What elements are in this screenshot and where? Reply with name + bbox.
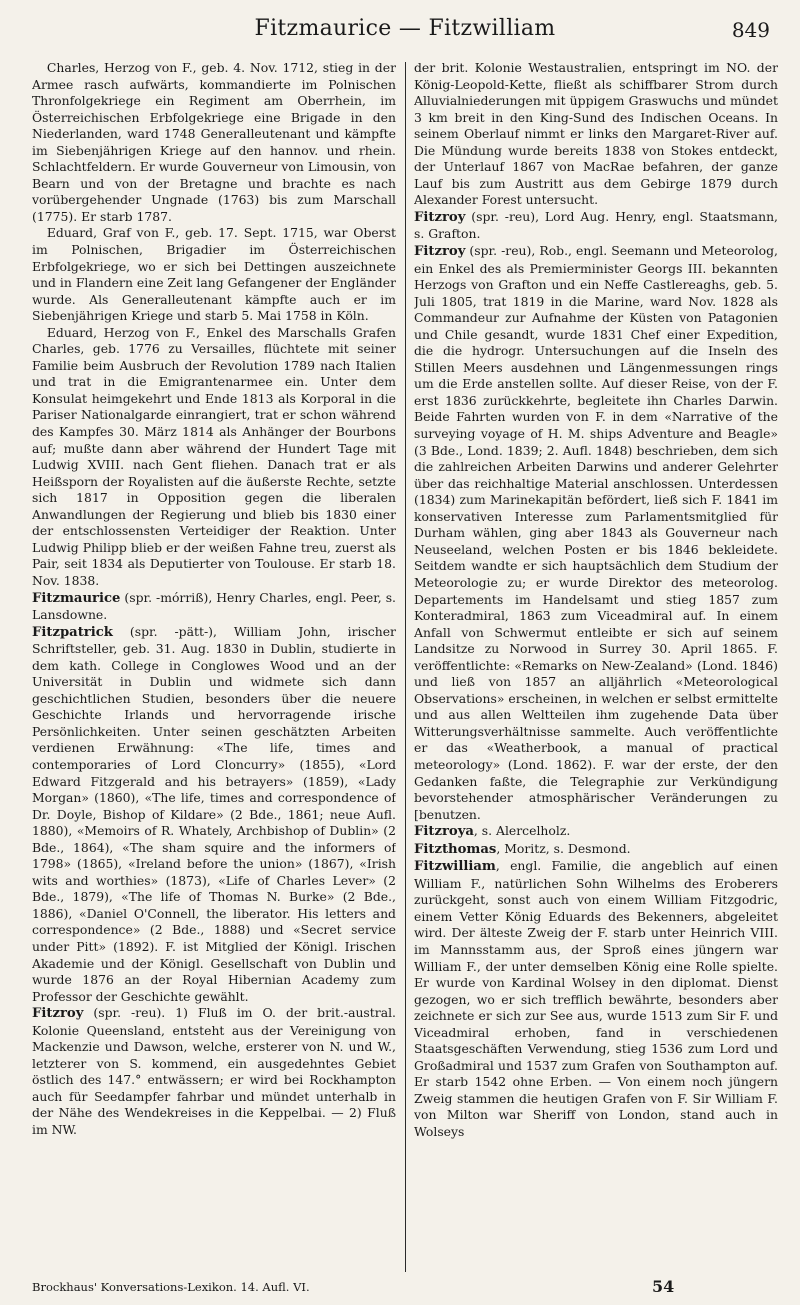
entry-paragraph xyxy=(32,60,396,225)
entry-paragraph xyxy=(32,624,396,1006)
page-header xyxy=(40,14,770,48)
entry-paragraph xyxy=(32,1005,396,1138)
column-divider xyxy=(405,62,406,1272)
entry-text: der brit. Kolonie Westaustralien, entspringt im NO. der König-Leopold-Kette, fließt als schiffbarer Strom durch Alluvialniederungen mit üppigem Graswuchs und mündet 3 km breit in den King-Sund des Indischen Oceans. In seinem Oberlauf nimmt er links den Margaret-River auf. Die Mündung wurde bereits 1838 von Stokes entdeckt, der Unterlauf 1867 von MacRae befahren, der ganze Lauf bis zum Austritt aus dem Gebirge 1879 durch Alexander Forest untersucht. xyxy=(414,60,778,208)
entry-text: (spr. -mórriß), Henry Charles, engl. Peer, s. Lansdowne. xyxy=(32,589,396,623)
page-footer xyxy=(32,1277,770,1300)
entry-paragraph xyxy=(414,209,778,243)
signature-mark: 54 xyxy=(652,1277,675,1296)
entry-text: (spr. -reu). 1) Fluß im O. der brit.-austral. Kolonie Queensland, entsteht aus der Vereinigung von Mackenzie und Dawson, welche, ersterer von N. und W., letzterer von S. kommend, ein ausgedehntes Gebiet östlich des 147.° entwässern; er wird bei Rockhampton auch für Seedampfer fahrbar und mündet unterhalb in der Nähe des Wendekreises in die Keppelbai. — 2) Fluß im NW. xyxy=(32,1005,396,1137)
headword: Fitzroy xyxy=(414,209,466,225)
headword: Fitzmaurice xyxy=(32,590,121,606)
running-head: Fitzmaurice — Fitzwilliam xyxy=(254,16,556,41)
entry-paragraph xyxy=(32,225,396,324)
headword: Fitzwilliam xyxy=(414,859,496,875)
entry-paragraph xyxy=(414,243,778,823)
entry-text: Eduard, Graf von F., geb. 17. Sept. 1715, war Oberst im Polnischen, Brigadier im Österreichischen Erbfolgekriege, wo er sich bei Dettingen auszeichnete und in Flandern eine Zeit lang Gefangener der Engländer wurde. Als Generalleutenant kämpfte auch er im Siebenjährigen Kriege und starb 5. Mai 1758 in Köln. xyxy=(32,225,396,324)
entry-text: , Moritz, s. Desmond. xyxy=(496,840,631,856)
entry-text: Charles, Herzog von F., geb. 4. Nov. 1712, stieg in der Armee rasch aufwärts, kommandierte im Polnischen Thronfolgekriege ein Regiment am Oberrhein, im Österreichischen Erbfolgekriege eine Brigade in den Niederlanden, ward 1748 Generalleutenant und kämpfte im Siebenjährigen Kriege auf den hannov. und rhein. Schlachtfeldern. Er wurde Gouverneur von Limousin, von Bearn und von der Bretagne und brachte es nach vorübergehender Ungnade (1763) bis zum Marschall (1775). Er starb 1787. xyxy=(32,60,396,224)
entry-paragraph xyxy=(414,858,778,1140)
entry-paragraph xyxy=(414,841,778,859)
headword: Fitzthomas xyxy=(414,841,497,857)
headword: Fitzpatrick xyxy=(32,624,113,640)
entry-text: , engl. Familie, die angeblich auf einen William F., natürlichen Sohn Wilhelms des Eroberers zurückgeht, sonst auch von einem William Fitzgodric, einem Vetter König Eduards des Bekenners, abgeleitet wird. Der älteste Zweig der F. starb unter Heinrich VIII. im Mannsstamm aus, der Sproß eines jüngern war William F., der unter demselben König eine Rolle spielte. Er wurde von Kardinal Wolsey in den diplomat. Dienst gezogen, wo er sich trefflich bewährte, besonders aber zeichnete er sich zur See aus, wurde 1513 zum Sir F. und Viceadmiral erhoben, fand in verschiedenen Staatsgeschäften Verwendung, stieg 1536 zum Lord und Großadmiral und 1537 zum Grafen von Southampton auf. Er starb 1542 ohne Erben. — Von einem noch jüngern Zweig stammen die heutigen Grafen von F. Sir William F. von Milton war Sheriff von London, stand auch in Wolseys xyxy=(414,858,778,1139)
headword: Fitzroya xyxy=(414,824,474,840)
right-column xyxy=(414,60,778,1270)
entry-paragraph xyxy=(414,823,778,841)
publication-imprint: Brockhaus' Konversations-Lexikon. 14. Aufl. VI. xyxy=(32,1280,310,1294)
entry-paragraph xyxy=(414,60,778,209)
headword: Fitzroy xyxy=(32,1006,84,1022)
entry-paragraph xyxy=(32,325,396,590)
entry-paragraph xyxy=(32,590,396,624)
entry-text: (spr. -reu), Rob., engl. Seemann und Meteorolog, ein Enkel des als Premierminister Georgs III. bekannten Herzogs von Grafton und ein Neffe Castlereaghs, geb. 5. Juli 1805, trat 1819 in die Marine, ward Nov. 1828 als Commandeur zur Aufnahme der Küsten von Patagonien und Chile gesandt, wurde 1831 Chef einer Expedition, die die hydrogr. Untersuchungen auf die Inseln des Stillen Meers ausdehnen und Längenmessungen rings um die Erde anstellen sollte. Auf dieser Reise, von der F. erst 1836 zurückkehrte, begleitete ihn Charles Darwin. Beide Fahrten wurden von F. in dem «Narrative of the surveying voyage of H. M. ships Adventure and Beagle» (3 Bde., Lond. 1839; 2. Aufl. 1848) beschrieben, dem sich die zahlreichen Arbeiten Darwins und anderer Gelehrter über das reichhaltige Material anschlossen. Unterdessen (1834) zum Marinekapitän befördert, ließ sich F. 1841 im konservativen Interesse zum Parlamentsmitglied für Durham wählen, ging aber 1843 als Gouverneur nach Neuseeland, welchen Posten er bis 1846 bekleidete. Seitdem wandte er sich hauptsächlich dem Studium der Meteorologie zu; er wurde Direktor des meteorolog. Departements im Handelsamt und stieg 1857 zum Konteradmiral, 1863 zum Viceadmiral auf. In einem Anfall von Schwermut entleibte er sich auf seinem Landsitze zu Norwood in Surrey 30. April 1865. F. veröffentlichte: «Remarks on New-Zealand» (Lond. 1846) und ließ von 1857 an alljährlich «Meteorological Observations» erscheinen, in welchen er selbst ermittelte und aus allen Weltteilen ihm zugehende Data über Witterungsverhältnisse sammelte. Auch veröffentlichte er das «Weatherbook, a manual of practical meteorology» (Lond. 1862). F. war der erste, der den Gedanken faßte, die Telegraphie zur Verkündigung bevorstehender atmosphärischer Veränderungen zu [benutzen. xyxy=(414,243,778,822)
left-column xyxy=(32,60,396,1270)
entry-text: (spr. -reu), Lord Aug. Henry, engl. Staatsmann, s. Grafton. xyxy=(414,208,778,242)
headword: Fitzroy xyxy=(414,244,466,260)
page-number: 849 xyxy=(731,18,770,42)
entry-text: , s. Alercelholz. xyxy=(473,823,571,839)
entry-text: Eduard, Herzog von F., Enkel des Marschalls Grafen Charles, geb. 1776 zu Versailles, flüchtete mit seiner Familie beim Ausbruch der Revolution 1789 nach Italien und trat in die Emigrantenarmee ein. Unter dem Konsulat heimgekehrt und Ende 1813 als Korporal in die Pariser Nationalgarde einrangiert, trat er schon während des Kampfes 30. März 1814 als Anhänger der Bourbons auf; mußte dann aber während der Hundert Tage mit Ludwig XVIII. nach Gent fliehen. Danach trat er als Heißsporn der Royalisten auf die äußerste Rechte, setzte sich 1817 in Opposition gegen die liberalen Anwandlungen der Regierung und blieb bis 1830 einer der entschlossensten Verteidiger der Reaktion. Unter Ludwig Philipp blieb er der weißen Fahne treu, zuerst als Pair, seit 1834 als Deputierter von Toulouse. Er starb 18. Nov. 1838. xyxy=(32,324,396,588)
entry-text: (spr. -pätt-), William John, irischer Schriftsteller, geb. 31. Aug. 1830 in Dublin, studierte in dem kath. College in Conglowes Wood und an der Universität in Dublin und widmete sich dann geschichtlichen Studien, besonders über die neuere Geschichte Irlands und hervorragende irische Persönlichkeiten. Unter seinen geschätzten Arbeiten verdienen Erwähnung: «The life, times and contemporaries of Lord Cloncurry» (1855), «Lord Edward Fitzgerald and his betrayers» (1859), «Lady Morgan» (1860), «The life, times and correspondence of Dr. Doyle, Bishop of Kildare» (2 Bde., 1861; neue Aufl. 1880), «Memoirs of R. Whately, Archbishop of Dublin» (2 Bde., 1864), «The sham squire and the informers of 1798» (1865), «Ireland before the union» (1867), «Irish wits and worthies» (1873), «Life of Charles Lever» (2 Bde., 1879), «The life of Thomas N. Burke» (2 Bde., 1886), «Daniel O'Connell, the liberator. His letters and correspondence» (2 Bde., 1888) und «Secret service under Pitt» (1892). F. ist Mitglied der Königl. Irischen Akademie und der Königl. Gesellschaft von Dublin und wurde 1876 an der Royal Hibernian Academy zum Professor der Geschichte gewählt. xyxy=(32,623,396,1004)
